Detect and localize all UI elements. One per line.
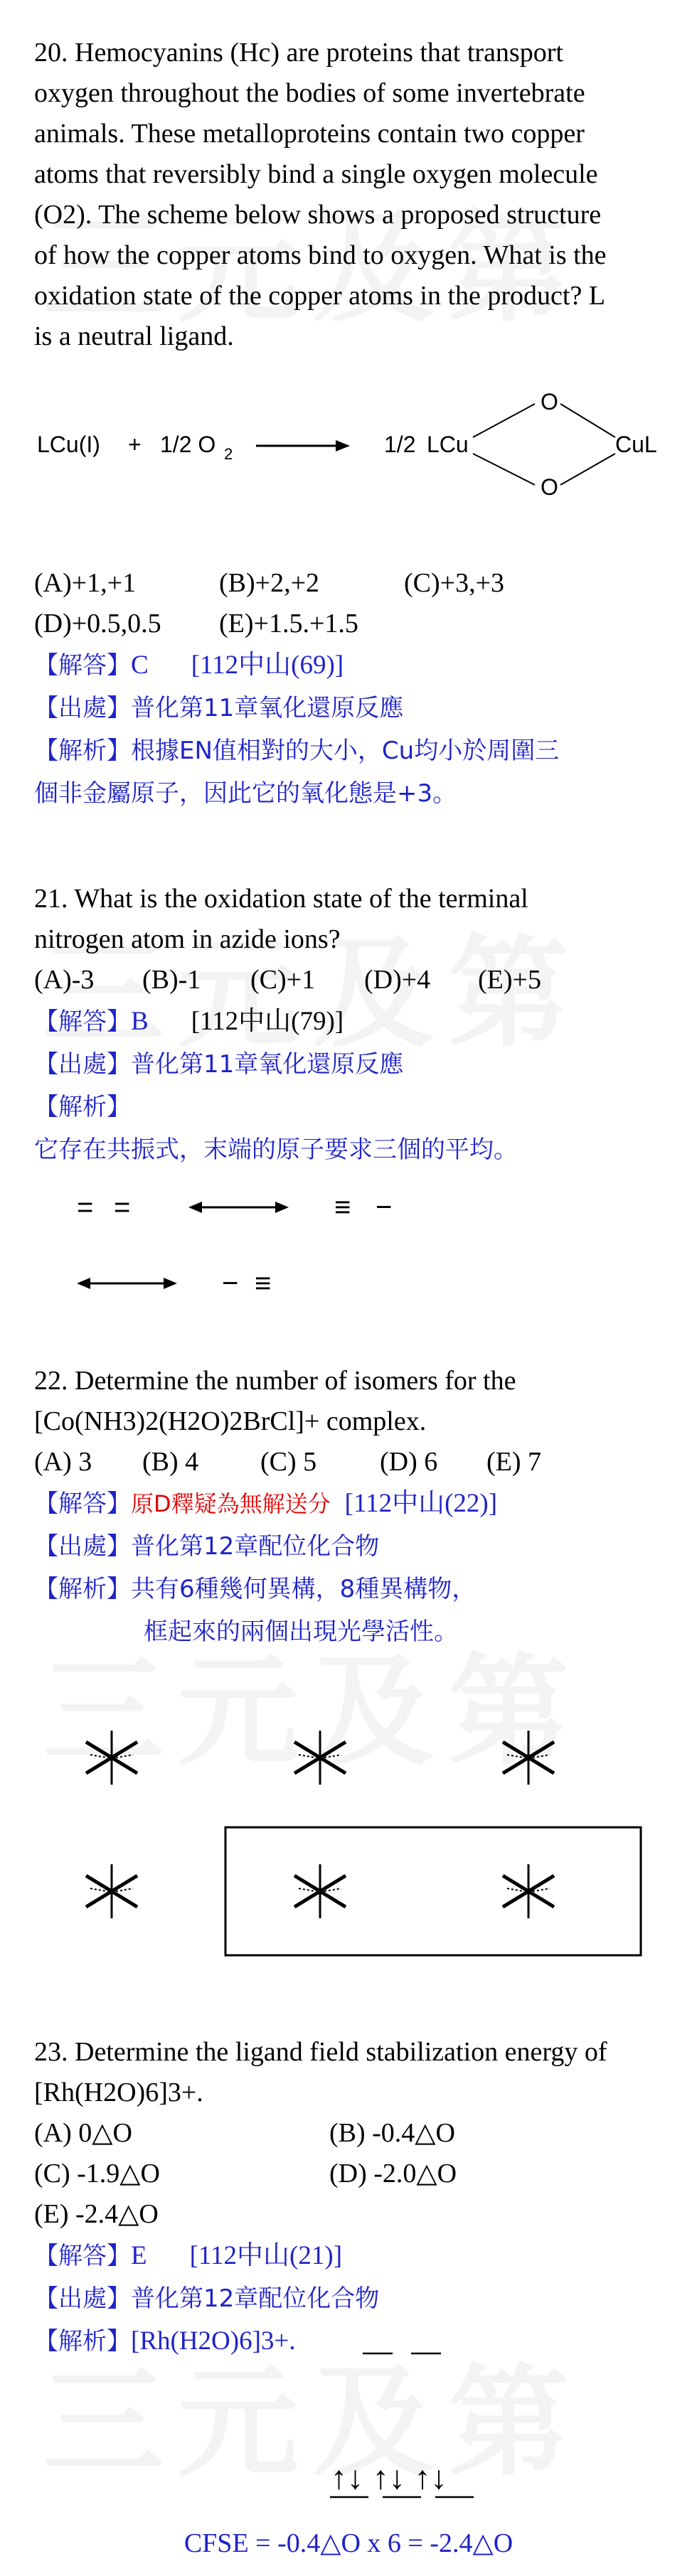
resonance-arrowhead xyxy=(164,1278,177,1289)
answer-value: E xyxy=(131,2241,147,2270)
q22-line: [Co(NH3)2(H2O)2BrCl]+ complex. xyxy=(34,1406,427,1436)
q21-analysis: 它存在共振式，末端的原子要求三個的平均。 xyxy=(34,1135,518,1164)
q20-source xyxy=(34,687,674,729)
bond xyxy=(560,404,615,437)
q21-line: nitrogen atom in azide ions? xyxy=(34,924,341,954)
q20-answer xyxy=(34,644,674,687)
source-label: 【出處】 xyxy=(34,694,131,722)
q22-option: (C) 5 xyxy=(260,1447,317,1477)
q20-answer-block xyxy=(34,563,674,815)
q23-option: (B) -0.4△O xyxy=(329,2118,455,2148)
answer-value: 原D釋疑為無解送分 xyxy=(131,1490,331,1517)
question-22 xyxy=(34,1361,674,1653)
q23-option: (C) -1.9△O xyxy=(34,2159,160,2188)
cfse-equation: CFSE = -0.4△O x 6 = -2.4△O xyxy=(183,2528,514,2558)
source-text: 普化第12章配位化合物 xyxy=(131,1532,380,1561)
isomer-4 xyxy=(86,1864,137,1918)
q20-line: (O2). The scheme below shows a proposed structure xyxy=(34,200,602,230)
q21-option: (A)-3 xyxy=(34,965,95,995)
scheme-plus: + xyxy=(128,432,142,457)
answer-ref: [112中山(69)] xyxy=(191,651,344,680)
q21-answer xyxy=(34,1000,674,1043)
q21-analysis-label: 【解析】 xyxy=(34,1093,131,1121)
q23-answer xyxy=(34,2235,674,2277)
q22-option: (D) 6 xyxy=(380,1447,438,1477)
question-21 xyxy=(34,879,674,1171)
q20-line: of how the copper atoms bind to oxygen. What is the xyxy=(34,240,607,270)
answer-label: 【解答】 xyxy=(34,1490,131,1518)
resonance-arrowhead xyxy=(275,1202,289,1213)
answer-label: 【解答】 xyxy=(34,1008,131,1036)
answer-ref: [112中山(22)] xyxy=(344,1489,498,1518)
q21-option: (B)-1 xyxy=(142,965,201,995)
isomer-5 xyxy=(294,1864,346,1918)
isomer-1 xyxy=(86,1731,137,1785)
q22-option: (B) 4 xyxy=(142,1447,199,1477)
q20-option: (A)+1,+1 xyxy=(34,568,137,598)
source-text: 普化第11章氧化還原反應 xyxy=(131,694,404,722)
source-label: 【出處】 xyxy=(34,1532,131,1561)
q21-line: 21. What is the oxidation state of the terminal xyxy=(34,884,528,914)
q23-option: (E) -2.4△O xyxy=(34,2199,159,2229)
q20-option: (B)+2,+2 xyxy=(219,568,320,598)
q21-option: (C)+1 xyxy=(250,965,316,995)
t2g-electrons: ↑↓ ↑↓ ↑↓ xyxy=(331,2459,447,2496)
q20-line: oxidation state of the copper atoms in the product? L xyxy=(34,281,606,311)
resonance-bond: − xyxy=(222,1268,239,1299)
q22-option: (A) 3 xyxy=(34,1447,92,1477)
q23-option: (D) -2.0△O xyxy=(329,2159,457,2188)
q20-line: animals. These metalloproteins contain two copper xyxy=(34,119,585,149)
q22-analysis-cont: 框起來的兩個出現光學活性。 xyxy=(144,1618,458,1646)
q22-options xyxy=(34,1442,674,1482)
scheme-bridge-top: O xyxy=(541,389,558,415)
scheme-reactant2-sub: 2 xyxy=(224,445,233,463)
q20-analysis xyxy=(34,729,674,772)
q20-option: (D)+0.5,0.5 xyxy=(34,609,161,638)
isomer-2 xyxy=(294,1731,346,1785)
resonance-bond: ≡ xyxy=(334,1192,351,1223)
q23-line: [Rh(H2O)6]3+. xyxy=(34,2078,203,2107)
bond xyxy=(473,454,535,485)
q23-line: 23. Determine the ligand field stabilization energy of xyxy=(34,2037,607,2067)
analysis-text: [Rh(H2O)6]3+. xyxy=(131,2326,296,2356)
q22-line: 22. Determine the number of isomers for the xyxy=(34,1366,516,1396)
q21-source xyxy=(34,1043,674,1086)
scheme-coef: 1/2 xyxy=(384,432,416,457)
q20-option: (E)+1.5.+1.5 xyxy=(219,609,358,638)
resonance-arrowhead xyxy=(188,1202,202,1213)
answer-value: B xyxy=(131,1007,149,1036)
q23-source xyxy=(34,2277,674,2320)
analysis-label: 【解析】 xyxy=(34,737,131,765)
analysis-text: 根據EN值相對的大小，Cu均小於周圍三 xyxy=(131,737,560,765)
q21-option: (E)+5 xyxy=(478,965,541,995)
analysis-label: 【解析】 xyxy=(34,1575,131,1603)
source-label: 【出處】 xyxy=(34,2284,131,2313)
resonance-bond: ≡ xyxy=(255,1268,272,1299)
scheme-reactant1: LCu(I) xyxy=(37,432,100,457)
chiral-isomers-box xyxy=(225,1827,641,1955)
answer-value: C xyxy=(131,651,149,680)
source-text: 普化第11章氧化還原反應 xyxy=(131,1050,404,1079)
q20-line: atoms that reversibly bind a single oxygen molecule xyxy=(34,159,598,189)
q23-options xyxy=(34,2113,674,2235)
answer-ref: [112中山(79)] xyxy=(191,1007,344,1036)
q22-option: (E) 7 xyxy=(486,1447,542,1477)
isomer-3 xyxy=(503,1731,554,1785)
reaction-arrowhead xyxy=(336,440,350,451)
answer-ref: [112中山(21)] xyxy=(189,2241,343,2270)
resonance-bond: = xyxy=(114,1192,131,1223)
question-20 xyxy=(34,33,674,357)
analysis-text: 共有6種幾何異構，8種異構物， xyxy=(131,1575,477,1603)
q20-line: 20. Hemocyanins (Hc) are proteins that transport xyxy=(34,38,563,68)
q20-options-row1 xyxy=(34,563,674,604)
q23-option: (A) 0△O xyxy=(34,2118,132,2148)
scheme-left-group: LCu xyxy=(427,432,469,457)
bond xyxy=(473,404,535,437)
question-23 xyxy=(34,2032,674,2363)
resonance-bond: = xyxy=(77,1192,94,1223)
answer-label: 【解答】 xyxy=(34,651,131,680)
q20-reaction-scheme xyxy=(28,377,669,512)
q20-options-row2 xyxy=(34,604,674,644)
q21-options xyxy=(34,960,674,1000)
bond xyxy=(560,454,615,485)
scheme-bridge-bottom: O xyxy=(541,474,558,500)
q21-option: (D)+4 xyxy=(364,965,431,995)
analysis-label: 【解析】 xyxy=(34,2327,131,2356)
azide-resonance-structures xyxy=(64,1184,491,1312)
source-text: 普化第12章配位化合物 xyxy=(131,2284,380,2313)
q22-source xyxy=(34,1525,674,1568)
q20-option: (C)+3,+3 xyxy=(404,568,505,598)
q22-answer xyxy=(34,1482,674,1525)
isomer-structures xyxy=(28,1678,669,1977)
d-orbital-diagram xyxy=(299,2346,512,2517)
resonance-arrowhead xyxy=(77,1278,90,1289)
q20-line: is a neutral ligand. xyxy=(34,321,234,351)
scheme-reactant2: 1/2 O xyxy=(160,432,216,457)
q20-analysis-cont: 個非金屬原子，因此它的氧化態是+3。 xyxy=(34,779,457,808)
answer-label: 【解答】 xyxy=(34,2242,131,2270)
q22-analysis xyxy=(34,1568,674,1610)
isomer-6 xyxy=(503,1864,554,1918)
source-label: 【出處】 xyxy=(34,1050,131,1079)
resonance-bond: − xyxy=(376,1192,393,1223)
q20-line: oxygen throughout the bodies of some invertebrate xyxy=(34,78,585,108)
scheme-right-group: CuL xyxy=(615,432,657,457)
